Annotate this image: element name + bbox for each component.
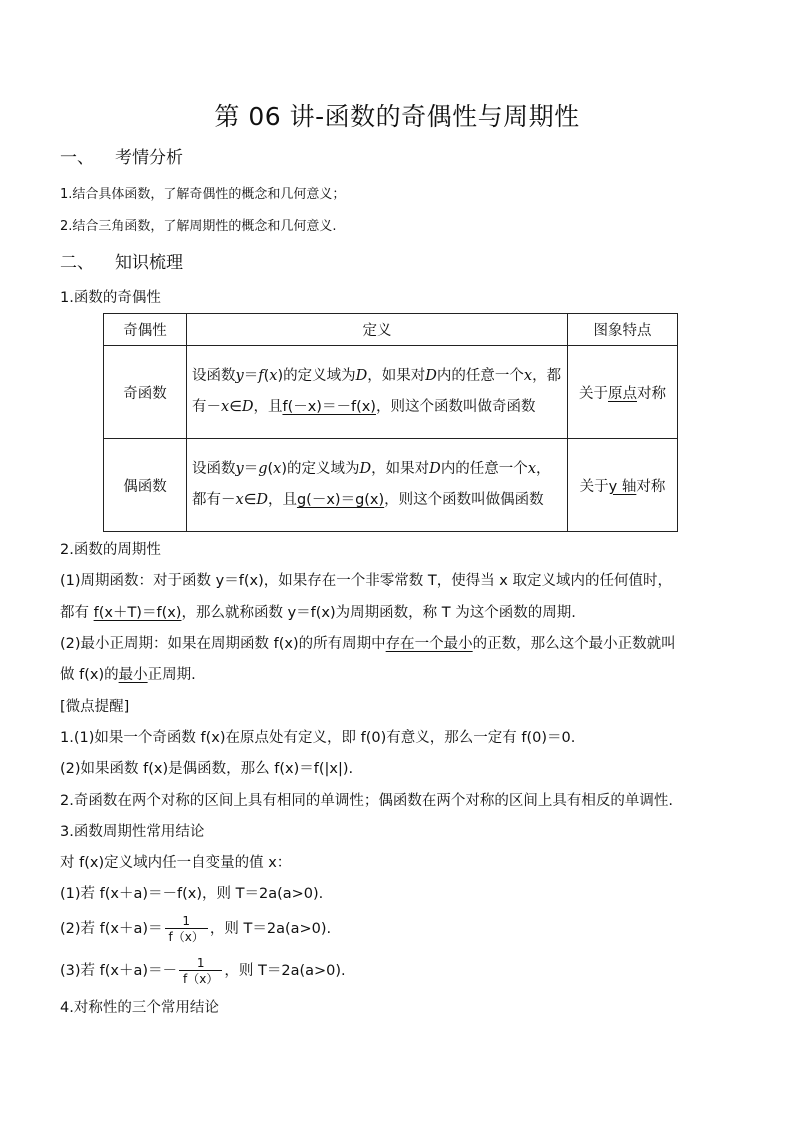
header-cell: 图象特点 <box>568 314 678 346</box>
table-header-row <box>104 314 678 346</box>
period-line-2: 都有 f(x＋T)＝f(x)，那么就称函数 y＝f(x)为周期函数，称 T 为这个函数的周期. <box>60 605 576 621</box>
feature-cell: 关于原点对称 <box>568 346 678 439</box>
row-label: 偶函数 <box>104 439 187 532</box>
table-row-even <box>104 439 678 532</box>
period-keyword: 最小 <box>118 667 148 683</box>
period-keyword: 存在一个最小 <box>385 636 473 652</box>
header-cell: 奇偶性 <box>104 314 187 346</box>
period-line-3: (2)最小正周期：如果在周期函数 f(x)的所有周期中存在一个最小的正数，那么这个最小正数就叫 <box>60 636 676 652</box>
subheading-parity: 1.函数的奇偶性 <box>60 290 161 306</box>
tip-line: 对 f(x)定义域内任一自变量的值 x： <box>60 855 292 871</box>
period-line-1: (1)周期函数：对于函数 y＝f(x)，如果存在一个非零常数 T，使得当 x 取定义域内的任何值时， <box>60 573 672 589</box>
subheading-period: 2.函数的周期性 <box>60 542 161 558</box>
tip-line: 2.奇函数在两个对称的区间上具有相同的单调性；偶函数在两个对称的区间上具有相反的单调性. <box>60 793 673 809</box>
tip-line: 1.(1)如果一个奇函数 f(x)在原点处有定义，即 f(0)有意义，那么一定有 f(0)＝0. <box>60 730 576 746</box>
analysis-line-1: 1.结合具体函数，了解奇偶性的概念和几何意义； <box>60 187 346 202</box>
period-line-4: 做 f(x)的最小正周期. <box>60 667 196 683</box>
header-cell: 定义 <box>187 314 568 346</box>
section-label: 知识梳理 <box>115 253 183 273</box>
analysis-line-2: 2.结合三角函数，了解周期性的概念和几何意义. <box>60 219 337 234</box>
definition-cell: 设函数y＝f(x)的定义域为D，如果对D内的任意一个x，都有－x∈D，且f(－x)＝－f(x)，则这个函数叫做奇函数 <box>187 346 568 439</box>
tip-line: 3.函数周期性常用结论 <box>60 824 205 840</box>
conclusion-line: (3)若 f(x＋a)＝－ $\frac{1}{f(x)}$ ，则 T＝2a(a>0). <box>60 956 346 986</box>
definition-cell: 设函数y＝g(x)的定义域为D，如果对D内的任意一个x，都有－x∈D，且g(－x)＝g(x)，则这个函数叫做偶函数 <box>187 439 568 532</box>
feature-cell: 关于y 轴对称 <box>568 439 678 532</box>
feature-keyword: y 轴 <box>608 478 637 495</box>
tips-heading: [微点提醒] <box>60 699 130 715</box>
section-heading-analysis <box>60 148 183 168</box>
even-condition: g(－x)＝g(x) <box>296 492 385 508</box>
parity-table <box>103 313 678 532</box>
odd-condition: f(－x)＝－f(x) <box>282 399 376 415</box>
section-label: 考情分析 <box>115 148 183 168</box>
fraction: $\frac{1}{f(x)}$ <box>179 956 222 986</box>
tip-line: (2)如果函数 f(x)是偶函数，那么 f(x)＝f(|x|). <box>60 761 354 777</box>
tip-line: 4.对称性的三个常用结论 <box>60 1000 219 1016</box>
conclusion-line: (2)若 f(x＋a)＝ $\frac{1}{f(x)}$ ，则 T＝2a(a>0). <box>60 914 332 944</box>
page-title: 第 06 讲-函数的奇偶性与周期性 <box>214 102 580 131</box>
feature-keyword: 原点 <box>608 385 637 402</box>
section-number: 二、 <box>60 253 94 273</box>
section-number: 一、 <box>60 148 94 168</box>
conclusion-line: (1)若 f(x＋a)＝－f(x)，则 T＝2a(a>0). <box>60 886 324 902</box>
row-label: 奇函数 <box>104 346 187 439</box>
fraction: $\frac{1}{f(x)}$ <box>165 914 208 944</box>
period-condition: f(x＋T)＝f(x) <box>93 605 182 621</box>
section-heading-knowledge <box>60 253 183 273</box>
table-row-odd <box>104 346 678 439</box>
